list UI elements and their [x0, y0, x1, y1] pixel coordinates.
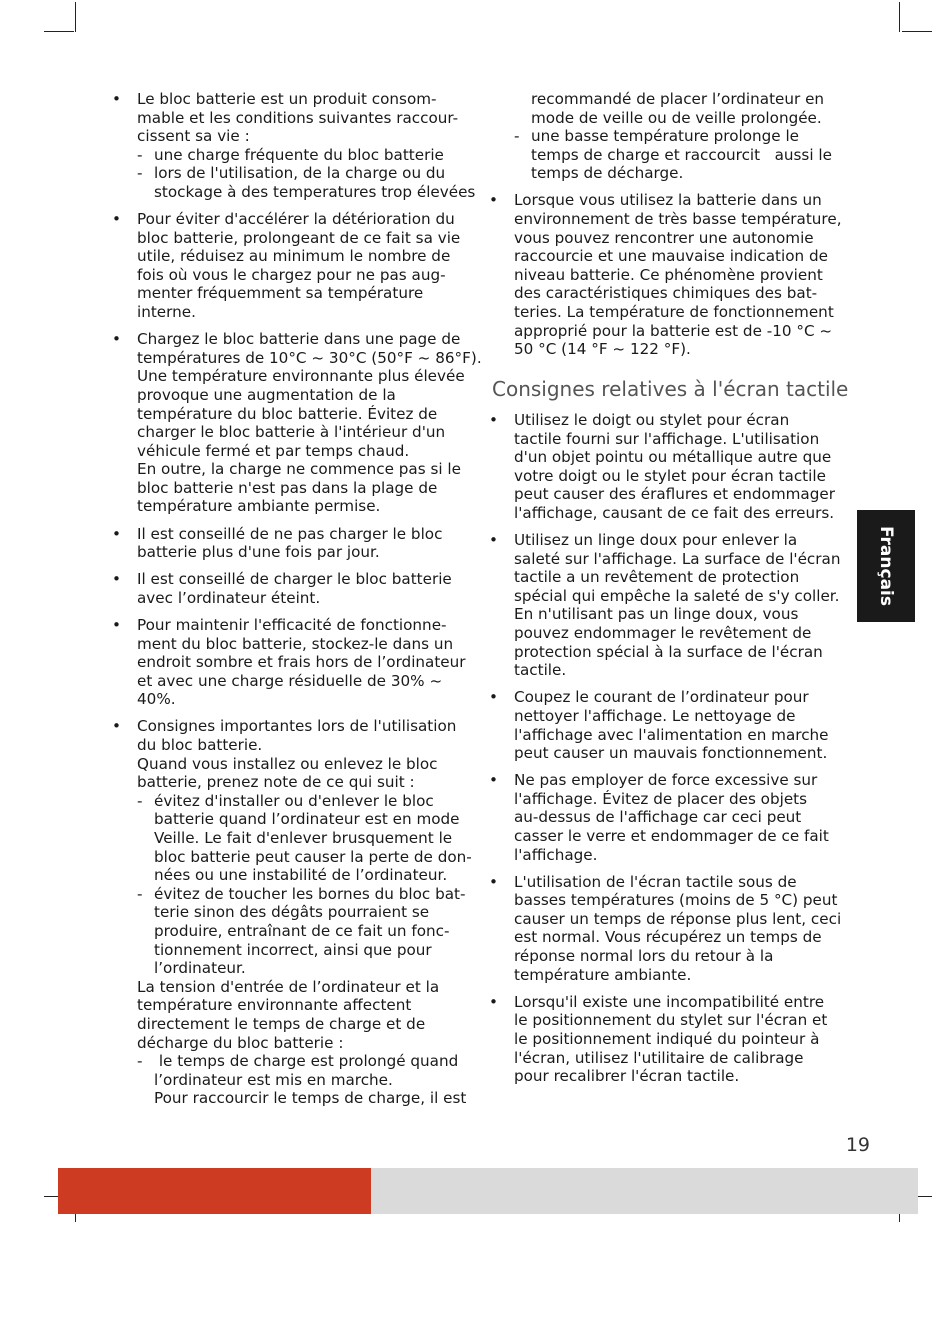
list-item — [112, 615, 482, 709]
text-line: Utilisez un linge doux pour enlever la — [514, 531, 798, 550]
list-item-continuation — [514, 90, 854, 183]
text-line: l'affichage. — [514, 845, 598, 864]
text-line: d'un objet pointu ou métallique autre que — [514, 448, 832, 467]
text-line: tactile a un revêtement de protection — [514, 568, 800, 587]
text-line: produire, entraînant de ce fait un fonc- — [154, 921, 450, 940]
crop-mark — [902, 31, 932, 32]
text-line: temps de charge et raccourcit aussi le — [531, 145, 832, 164]
text-line: une basse température prolonge le — [531, 127, 800, 146]
bullet-icon: • — [112, 524, 121, 543]
bullet-icon: • — [112, 330, 121, 349]
text-line: tionnement incorrect, ainsi que pour — [154, 940, 432, 959]
text-line: batterie plus d'une fois par jour. — [137, 543, 380, 562]
text-line: l'affichage. Évitez de placer des objets — [514, 789, 808, 808]
list-item — [489, 411, 854, 523]
text-line: bloc batterie peut causer la perte de don- — [154, 847, 472, 866]
text-line: mable et les conditions suivantes raccour- — [137, 108, 459, 127]
text-line: réponse normal lors du retour à la — [514, 947, 774, 966]
bullet-icon: • — [489, 411, 498, 429]
text-line: Une température environnante plus élevée — [137, 367, 465, 386]
crop-mark — [899, 2, 900, 32]
bullet-icon: • — [489, 771, 498, 790]
text-line: approprié pour la batterie est de -10 °C ~ — [514, 321, 833, 340]
bullet-icon: • — [489, 191, 498, 210]
text-line: Lorsqu'il existe une incompatibilité entre — [514, 992, 825, 1011]
bullet-icon: • — [112, 717, 121, 736]
text-line: tactile fourni sur l'affichage. L'utilisation — [514, 429, 820, 448]
text-line: Veille. Le fait d'enlever brusquement le — [154, 828, 453, 847]
list-item — [489, 191, 854, 359]
text-line: Quand vous installez ou enlevez le bloc — [137, 754, 438, 773]
list-item — [112, 90, 482, 202]
dash-item — [514, 127, 854, 183]
text-line: mode de veille ou de veille prolongée. — [531, 108, 822, 127]
list-item — [112, 210, 482, 322]
dash-icon: - — [137, 145, 143, 164]
text-line: menter fréquemment sa température — [137, 284, 424, 303]
dash-item — [137, 164, 482, 201]
text-line: L'utilisation de l'écran tactile sous de — [514, 872, 797, 891]
text-line: 40%. — [137, 690, 176, 709]
text-line: utile, réduisez au minimum le nombre de — [137, 247, 451, 266]
text-line: cissent sa vie : — [137, 127, 250, 146]
text-line: Il est conseillé de charger le bloc batterie — [137, 570, 452, 589]
footer-accent-bar — [58, 1168, 371, 1214]
dash-icon: - — [137, 884, 143, 903]
text-line: interne. — [137, 303, 196, 322]
list-item — [489, 872, 854, 985]
text-line: protection spécial à la surface de l'écran — [514, 642, 823, 661]
list-item — [112, 570, 482, 607]
text-line: décharge du bloc batterie : — [137, 1033, 344, 1052]
dash-item — [137, 885, 482, 978]
dash-item — [137, 792, 482, 885]
dash-item — [137, 1052, 482, 1108]
text-line: Lorsque vous utilisez la batterie dans un — [514, 191, 822, 210]
text-line: casser le verre et endommager de ce fait — [514, 826, 829, 845]
text-line: raccourcie et une mauvaise indication de — [514, 247, 828, 266]
text-line: peut causer un mauvais fonctionnement. — [514, 744, 828, 763]
text-line: basses températures (moins de 5 °C) peut — [514, 891, 838, 910]
language-tab — [857, 510, 915, 622]
text-line: du bloc batterie. — [137, 736, 263, 754]
text-line: teries. La température de fonctionnement — [514, 303, 834, 322]
crop-mark — [75, 2, 76, 32]
text-line: évitez d'installer ou d'enlever le bloc — [154, 791, 434, 810]
text-line: température environnante affectent — [137, 996, 412, 1015]
text-line: Ne pas employer de force excessive sur — [514, 771, 818, 790]
text-line: peut causer des éraflures et endommager — [514, 485, 835, 504]
page-number: 19 — [845, 1134, 870, 1156]
text-line: Pour raccourcir le temps de charge, il est — [154, 1089, 467, 1108]
text-line: évitez de toucher les bornes du bloc bat- — [154, 884, 466, 903]
bullet-icon: • — [112, 570, 121, 589]
text-line: est normal. Vous récupérez un temps de — [514, 928, 822, 947]
text-line: Pour maintenir l'efficacité de fonctionne- — [137, 615, 447, 634]
text-line: Coupez le courant de l’ordinateur pour — [514, 688, 809, 707]
footer-bar — [58, 1168, 918, 1214]
bullet-icon: • — [489, 531, 498, 550]
text-line: températures de 10°C ~ 30°C (50°F ~ 86°F). — [137, 348, 482, 367]
text-line: le positionnement indiqué du pointeur à — [514, 1029, 820, 1048]
language-label: Français — [876, 526, 896, 606]
text-line: saleté sur l'affichage. La surface de l'écran — [514, 549, 841, 568]
text-line: et avec une charge résiduelle de 30% ~ — [137, 671, 443, 690]
list-item — [112, 524, 482, 562]
text-line: niveau batterie. Ce phénomène provient — [514, 265, 823, 284]
text-line: avec l’ordinateur éteint. — [137, 588, 321, 607]
text-line: nées ou une instabilité de l’ordinateur. — [154, 866, 448, 885]
text-line: vous pouvez rencontrer une autonomie — [514, 228, 814, 247]
left-column — [112, 90, 482, 1116]
text-line: environnement de très basse température, — [514, 210, 842, 229]
text-line: La tension d'entrée de l’ordinateur et la — [137, 977, 440, 996]
text-line: fois où vous le chargez pour ne pas aug- — [137, 265, 446, 284]
bullet-icon: • — [489, 872, 498, 891]
touchscreen-section — [489, 411, 854, 1094]
text-line: batterie, prenez note de ce qui suit : — [137, 773, 415, 792]
text-line: En n'utilisant pas un linge doux, vous — [514, 605, 799, 624]
text-line: l'écran, utilisez l'utilitaire de calibrage — [514, 1048, 804, 1067]
text-line: le temps de charge est prolongé quand — [154, 1052, 459, 1071]
text-line: pouvez endommager le revêtement de — [514, 624, 812, 643]
text-line: Pour éviter d'accélérer la détérioration du — [137, 210, 455, 229]
text-line: bloc batterie, prolongeant de ce fait sa vie — [137, 228, 461, 247]
text-line: En outre, la charge ne commence pas si le — [137, 460, 461, 479]
list-item — [489, 992, 854, 1086]
bullet-icon: • — [489, 688, 498, 707]
text-line: terie sinon des dégâts pourraient se — [154, 903, 430, 922]
text-line: votre doigt ou le stylet pour écran tactile — [514, 466, 826, 485]
crop-mark — [44, 31, 74, 32]
text-line: Utilisez le doigt ou stylet pour écran — [514, 411, 790, 429]
dash-icon: - — [514, 127, 520, 146]
text-line: temps de décharge. — [531, 164, 684, 183]
text-line: température ambiante permise. — [137, 497, 381, 516]
text-line: stockage à des temperatures trop élevées — [154, 182, 476, 201]
text-line: nettoyer l'affichage. Le nettoyage de — [514, 706, 796, 725]
list-item — [489, 688, 854, 763]
bullet-icon: • — [112, 210, 121, 229]
section-heading: Consignes relatives à l'écran tactile — [492, 377, 849, 401]
text-line: directement le temps de charge et de — [137, 1014, 426, 1033]
text-line: l’ordinateur est mis en marche. — [154, 1070, 393, 1089]
text-line: l’ordinateur. — [154, 959, 246, 978]
bullet-icon: • — [112, 615, 121, 634]
text-line: le positionnement du stylet sur l'écran et — [514, 1011, 828, 1030]
text-line: bloc batterie n'est pas dans la plage de — [137, 478, 438, 497]
text-line: ment du bloc batterie, stockez-le dans un — [137, 634, 454, 653]
list-item — [112, 717, 482, 1108]
dash-icon: - — [137, 791, 143, 810]
list-item — [112, 330, 482, 516]
text-line: tactile. — [514, 661, 567, 680]
text-line: Chargez le bloc batterie dans une page de — [137, 330, 461, 349]
dash-icon: - — [137, 1052, 143, 1071]
bullet-icon: • — [112, 90, 121, 108]
text-line: l'affichage avec l'alimentation en marche — [514, 725, 829, 744]
list-item — [489, 771, 854, 864]
text-line: au-dessus de l'affichage car ceci peut — [514, 808, 802, 827]
text-line: l'affichage, causant de ce fait des erreurs. — [514, 503, 835, 522]
dash-icon: - — [137, 164, 143, 183]
text-line: spécial qui empêche la saleté de s'y coller. — [514, 586, 840, 605]
text-line: véhicule fermé et par temps chaud. — [137, 441, 410, 460]
text-line: pour recalibrer l'écran tactile. — [514, 1067, 740, 1086]
text-line: batterie quand l’ordinateur est en mode — [154, 810, 460, 829]
text-line: causer un temps de réponse plus lent, ceci — [514, 909, 842, 928]
text-line: lors de l'utilisation, de la charge ou du — [154, 164, 446, 183]
text-line: Il est conseillé de ne pas charger le bloc — [137, 524, 443, 543]
text-line: endroit sombre et frais hors de l’ordinateur — [137, 653, 466, 672]
text-line: température ambiante. — [514, 965, 692, 984]
text-line: Le bloc batterie est un produit consom- — [137, 90, 437, 108]
text-line: charger le bloc batterie à l'intérieur d'un — [137, 423, 446, 442]
text-line: une charge fréquente du bloc batterie — [154, 145, 444, 164]
dash-item — [137, 146, 482, 165]
list-item — [489, 531, 854, 680]
bullet-icon: • — [489, 992, 498, 1011]
right-column — [489, 90, 854, 367]
text-line: température du bloc batterie. Évitez de — [137, 404, 438, 423]
text-line: Consignes importantes lors de l'utilisation — [137, 717, 457, 736]
text-line: recommandé de placer l’ordinateur en — [531, 90, 825, 108]
text-line: provoque une augmentation de la — [137, 385, 396, 404]
text-line: 50 °C (14 °F ~ 122 °F). — [514, 340, 691, 359]
text-line: des caractéristiques chimiques des bat- — [514, 284, 818, 303]
